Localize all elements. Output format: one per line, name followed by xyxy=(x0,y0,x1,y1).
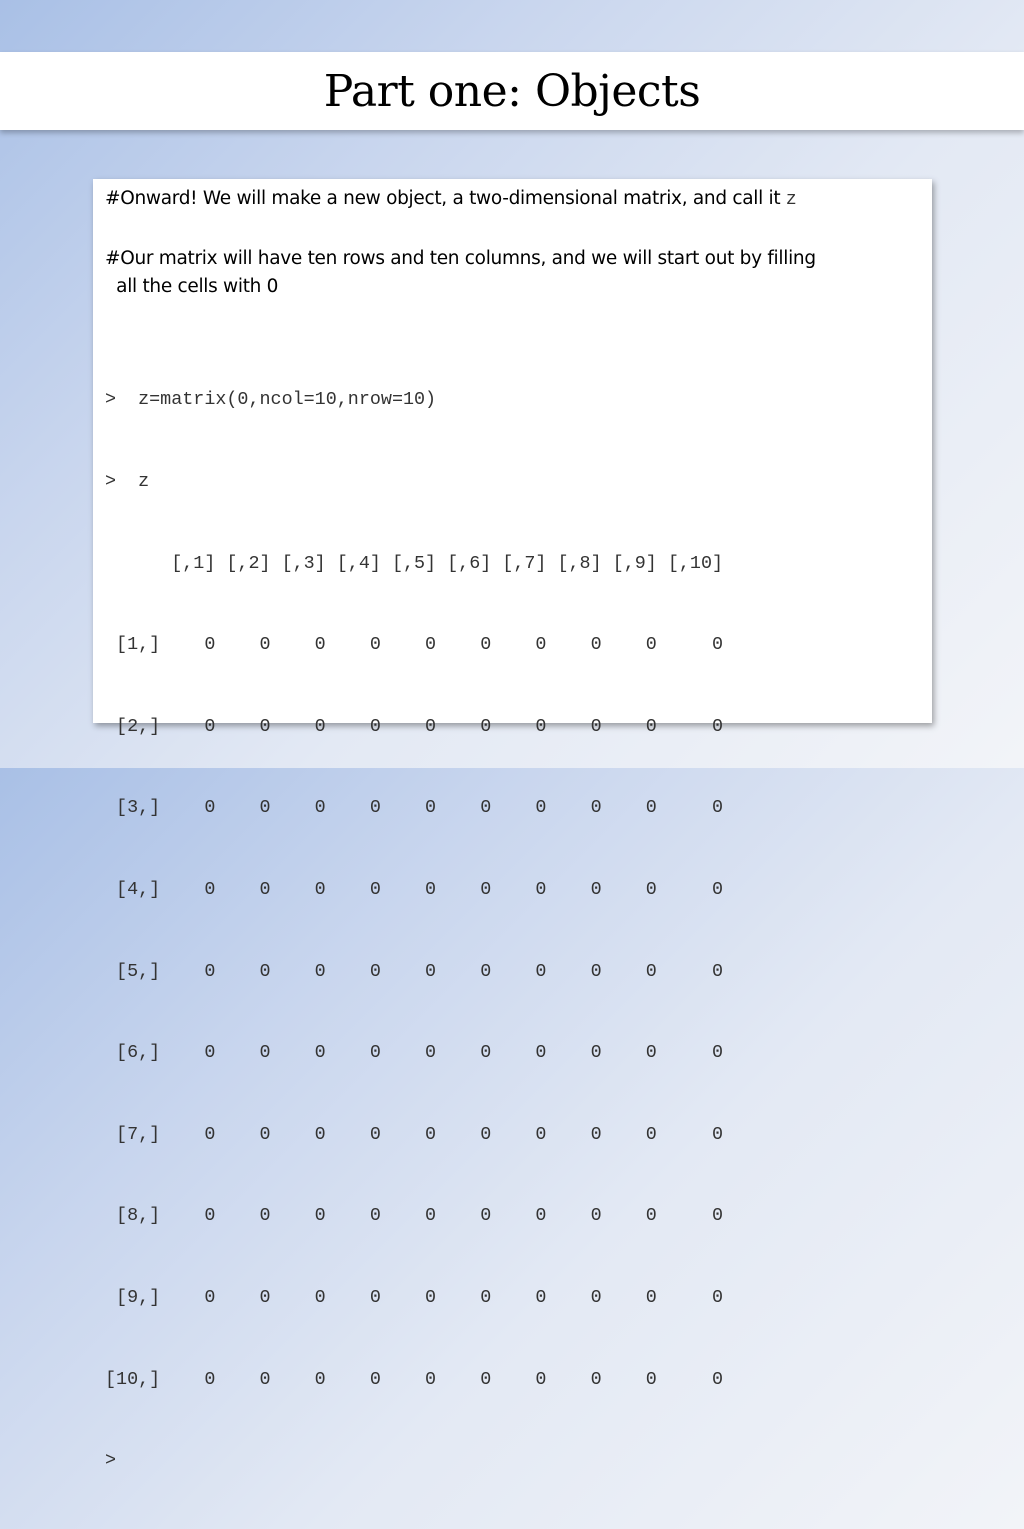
matrix-row: [10,] 0 0 0 0 0 0 0 0 0 0 xyxy=(105,1368,724,1390)
console-prompt: > xyxy=(105,1450,117,1472)
slide-title: Part one: Objects xyxy=(323,66,701,117)
matrix-row: [1,] 0 0 0 0 0 0 0 0 0 0 xyxy=(105,634,724,656)
comment-1-text: #Onward! We will make a new object, a two-dimensional matrix, and call it xyxy=(105,188,786,209)
matrix-row: [5,] 0 0 0 0 0 0 0 0 0 0 xyxy=(105,960,724,982)
matrix-row: [8,] 0 0 0 0 0 0 0 0 0 0 xyxy=(105,1205,724,1227)
comment-line-2: #Our matrix will have ten rows and ten columns, and we will start out by filling xyxy=(105,248,816,269)
console-command-line: > z=matrix(0,ncol=10,nrow=10) xyxy=(105,389,437,411)
comment-line-1 xyxy=(105,185,796,214)
matrix-row: [3,] 0 0 0 0 0 0 0 0 0 0 xyxy=(105,797,724,819)
content-box xyxy=(93,179,932,1472)
console-command-line: > z xyxy=(105,471,150,492)
matrix-row: [2,] 0 0 0 0 0 0 0 0 0 0 xyxy=(105,715,724,737)
r-console-output xyxy=(105,332,723,1529)
matrix-row: [4,] 0 0 0 0 0 0 0 0 0 0 xyxy=(105,878,724,900)
matrix-header-row: [,1] [,2] [,3] [,4] [,5] [,6] [,7] [,8] [,9] [,10] xyxy=(105,552,724,574)
matrix-row: [6,] 0 0 0 0 0 0 0 0 0 0 xyxy=(105,1042,724,1064)
comment-1-code: z xyxy=(785,190,797,210)
comment-line-3: all the cells with 0 xyxy=(105,276,279,297)
matrix-row: [9,] 0 0 0 0 0 0 0 0 0 0 xyxy=(105,1286,724,1308)
matrix-row: [7,] 0 0 0 0 0 0 0 0 0 0 xyxy=(105,1123,724,1145)
